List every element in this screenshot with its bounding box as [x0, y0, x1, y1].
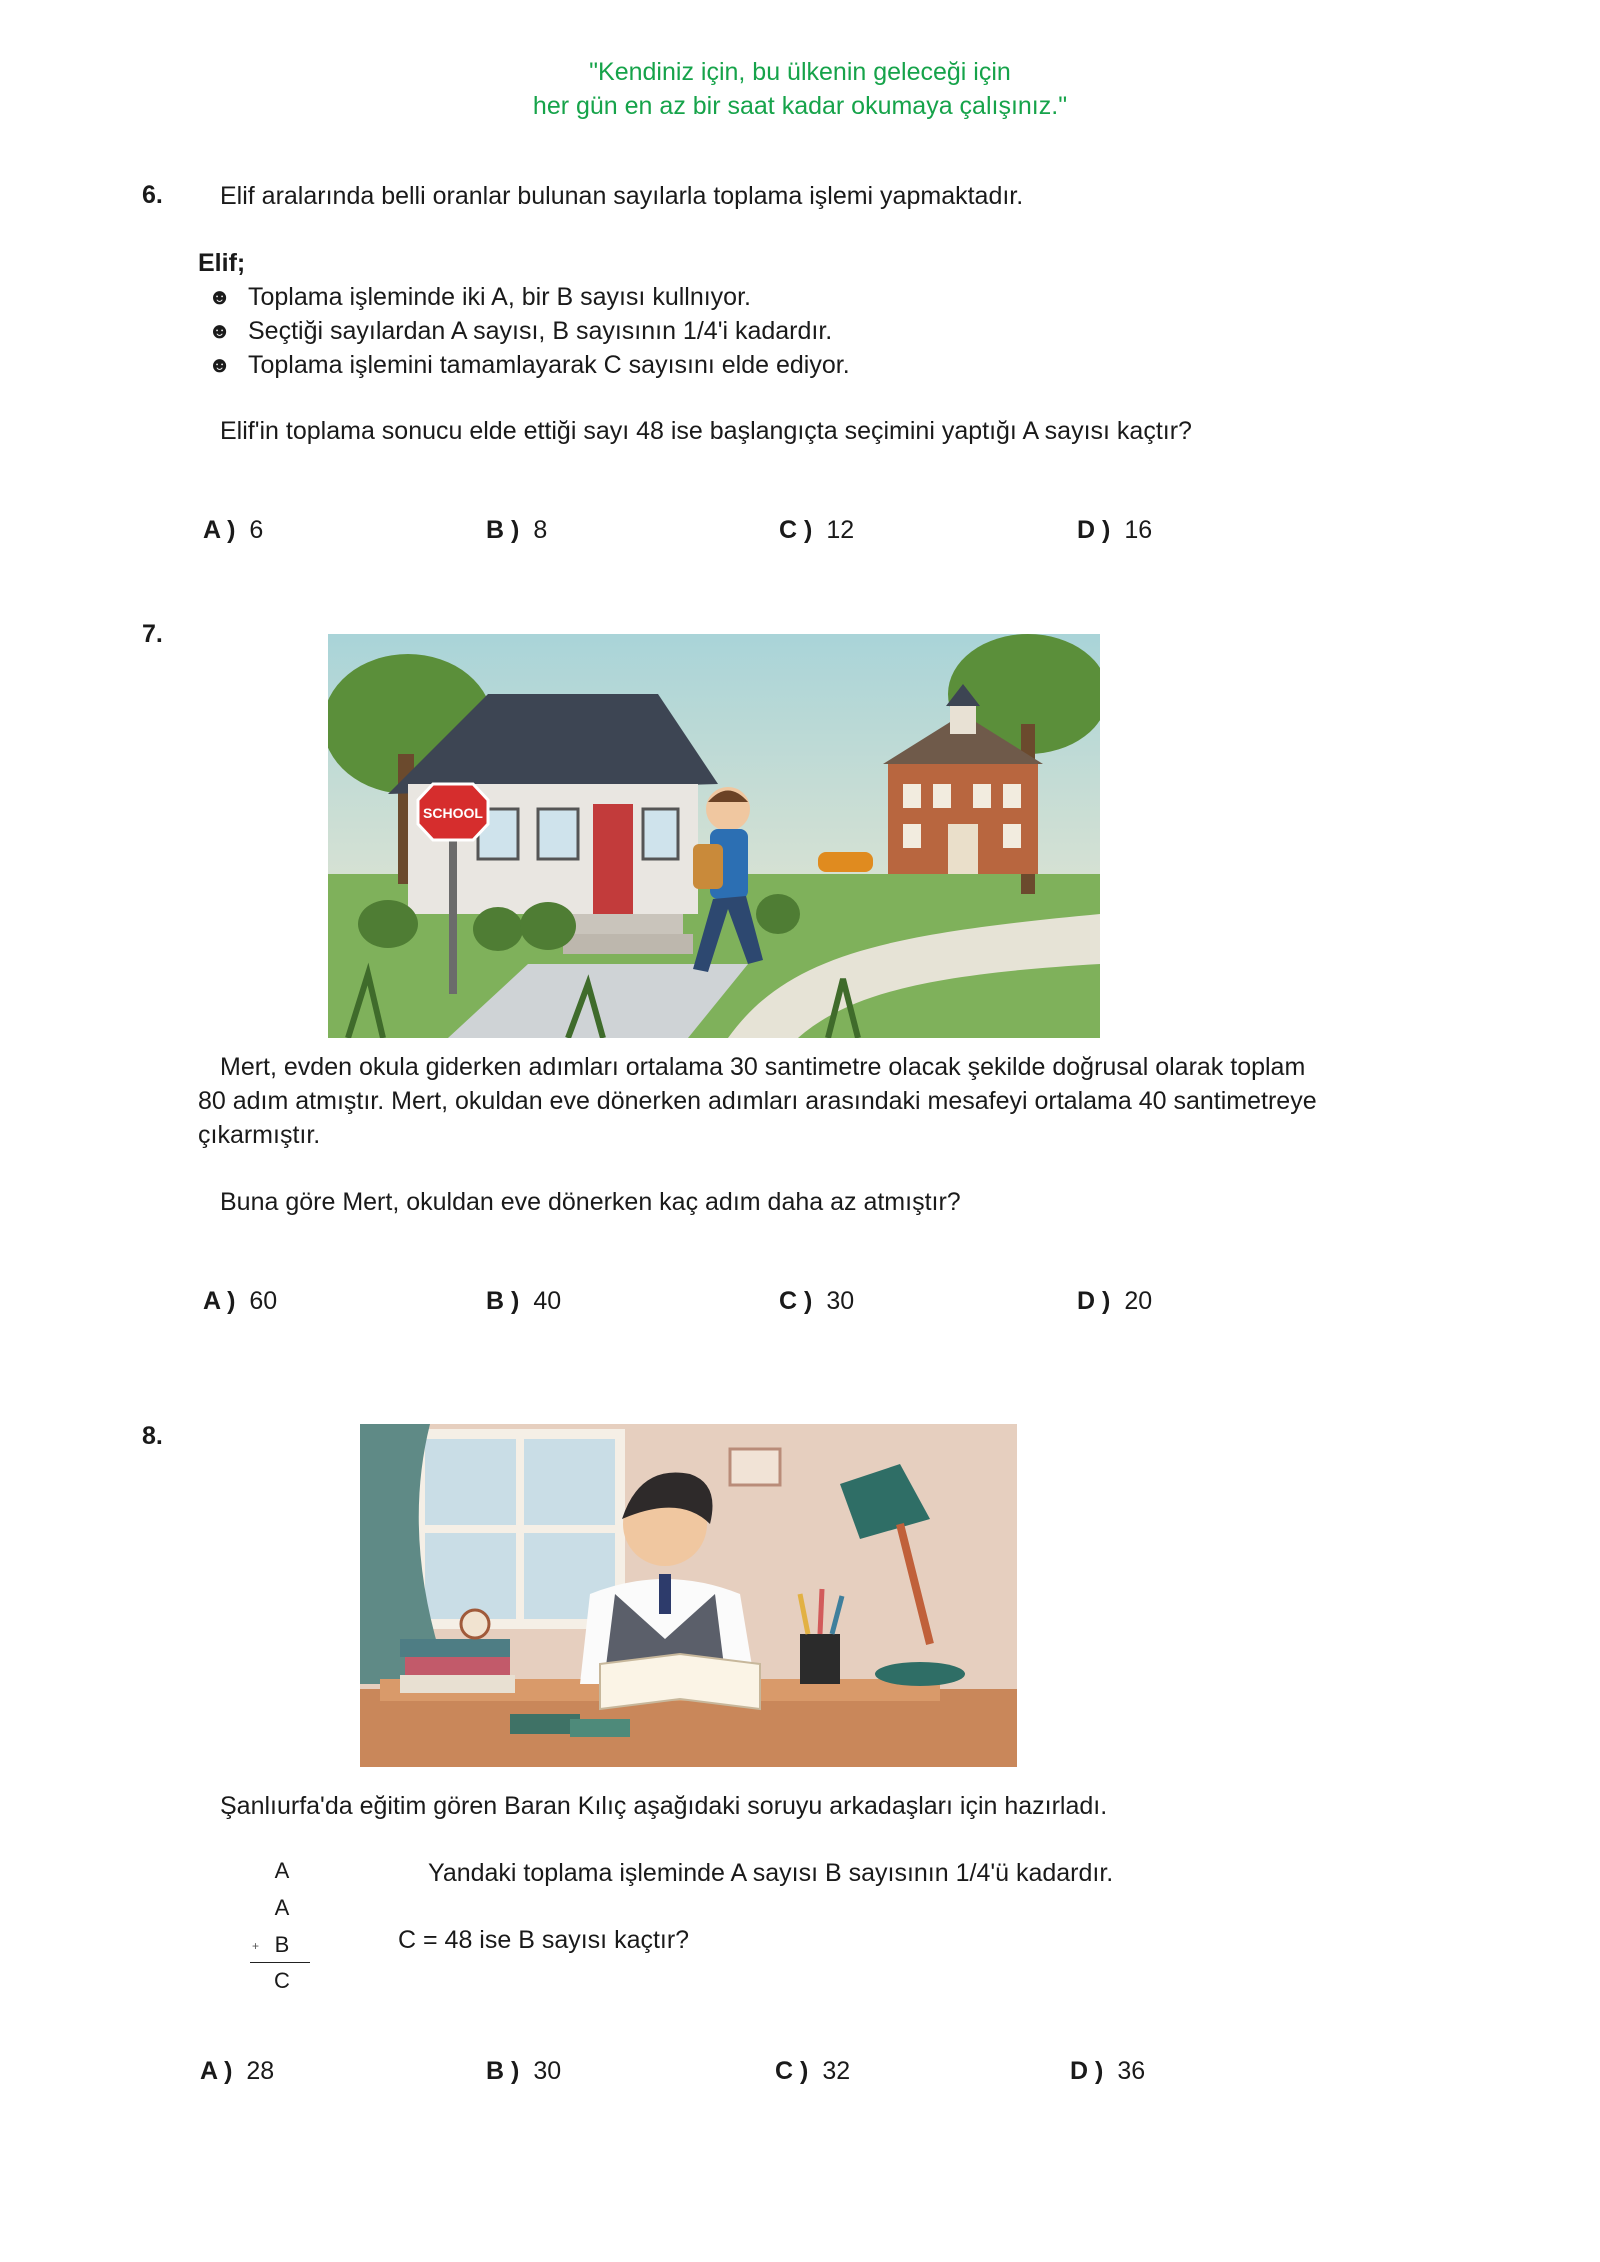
stop-sign-text: SCHOOL	[423, 805, 483, 821]
header-quote-line-2: her gün en az bir saat kadar okumaya çalışınız."	[532, 92, 1068, 120]
list-item	[208, 314, 850, 348]
option-label: B )	[486, 516, 520, 544]
option-value: 36	[1117, 2057, 1146, 2085]
option-value: 60	[249, 1287, 278, 1315]
question-8-option-b[interactable]	[486, 2057, 561, 2086]
question-8-option-c[interactable]	[775, 2057, 850, 2086]
option-label: C )	[775, 2057, 809, 2085]
option-value: 32	[822, 2057, 851, 2085]
question-6-number: 6.	[142, 181, 163, 209]
option-value: 8	[533, 516, 548, 544]
studying-boy-illustration	[360, 1424, 1017, 1767]
question-6-question: Elif'in toplama sonucu elde ettiği sayı 48 ise başlangıçta seçimini yaptığı A sayısı kaçtır?	[220, 417, 1192, 445]
question-7-option-d[interactable]	[1077, 1287, 1152, 1316]
question-7-paragraph	[198, 1050, 1458, 1152]
question-6-intro: Elif aralarında belli oranlar bulunan sayılarla toplama işlemi yapmaktadır.	[220, 182, 1024, 210]
bullet-text: Seçtiği sayılardan A sayısı, B sayısının 1/4'i kadardır.	[248, 317, 833, 345]
option-label: B )	[486, 2057, 520, 2085]
plus-sign-icon: +	[252, 1939, 260, 1953]
option-label: C )	[779, 516, 813, 544]
calc-row-a2: A	[274, 1895, 290, 1920]
paragraph-line: çıkarmıştır.	[198, 1121, 321, 1149]
question-7-question: Buna göre Mert, okuldan eve dönerken kaç adım daha az atmıştır?	[220, 1188, 961, 1216]
option-label: D )	[1077, 516, 1111, 544]
option-value: 6	[249, 516, 264, 544]
question-8-number: 8.	[142, 1422, 163, 1450]
question-8-question: C = 48 ise B sayısı kaçtır?	[398, 1926, 690, 1954]
question-6-option-d[interactable]	[1077, 516, 1152, 545]
option-value: 20	[1124, 1287, 1153, 1315]
option-value: 16	[1124, 516, 1153, 544]
option-value: 30	[533, 2057, 562, 2085]
question-8-statement: Yandaki toplama işleminde A sayısı B sayısının 1/4'ü kadardır.	[428, 1859, 1114, 1887]
option-label: C )	[779, 1287, 813, 1315]
paragraph-line: Mert, evden okula giderken adımları ortalama 30 santimetre olacak şekilde doğrusal olarak toplam	[220, 1053, 1306, 1081]
question-7-number: 7.	[142, 620, 163, 648]
question-7-option-c[interactable]	[779, 1287, 854, 1316]
header-quote-line-1: "Kendiniz için, bu ülkenin geleceği için	[589, 58, 1011, 86]
option-label: D )	[1070, 2057, 1104, 2085]
list-item	[208, 348, 850, 382]
bullet-text: Toplama işleminde iki A, bir B sayısı kullnıyor.	[248, 283, 751, 311]
option-value: 30	[826, 1287, 855, 1315]
option-label: D )	[1077, 1287, 1111, 1315]
calc-sum-line	[250, 1962, 310, 1963]
question-7-option-b[interactable]	[486, 1287, 561, 1316]
calc-row-b: B	[274, 1932, 290, 1957]
school-walk-illustration	[328, 634, 1100, 1038]
question-8-intro: Şanlıurfa'da eğitim gören Baran Kılıç aşağıdaki soruyu arkadaşları için hazırladı.	[220, 1792, 1108, 1820]
calc-row-a1: A	[274, 1858, 290, 1883]
smiley-bullet-icon: ☻	[208, 352, 232, 377]
question-6-option-b[interactable]	[486, 516, 547, 545]
calc-result-c: C	[274, 1968, 290, 1993]
bullet-text: Toplama işlemini tamamlayarak C sayısını elde ediyor.	[248, 351, 850, 379]
option-value: 40	[533, 1287, 562, 1315]
question-7-option-a[interactable]	[203, 1287, 277, 1316]
option-label: A )	[200, 2057, 233, 2085]
question-8-option-d[interactable]	[1070, 2057, 1145, 2086]
question-8-option-a[interactable]	[200, 2057, 274, 2086]
option-label: A )	[203, 1287, 236, 1315]
paragraph-line: 80 adım atmıştır. Mert, okuldan eve dönerken adımları arasındaki mesafeyi ortalama 40 santimetreye	[198, 1087, 1317, 1115]
question-6-option-c[interactable]	[779, 516, 854, 545]
question-6-bullet-list	[208, 280, 850, 382]
option-label: B )	[486, 1287, 520, 1315]
smiley-bullet-icon: ☻	[208, 318, 232, 343]
list-item	[208, 280, 850, 314]
option-value: 12	[826, 516, 855, 544]
question-6-option-a[interactable]	[203, 516, 263, 545]
question-6-subject: Elif;	[198, 249, 246, 277]
smiley-bullet-icon: ☻	[208, 284, 232, 309]
option-value: 28	[246, 2057, 275, 2085]
option-label: A )	[203, 516, 236, 544]
